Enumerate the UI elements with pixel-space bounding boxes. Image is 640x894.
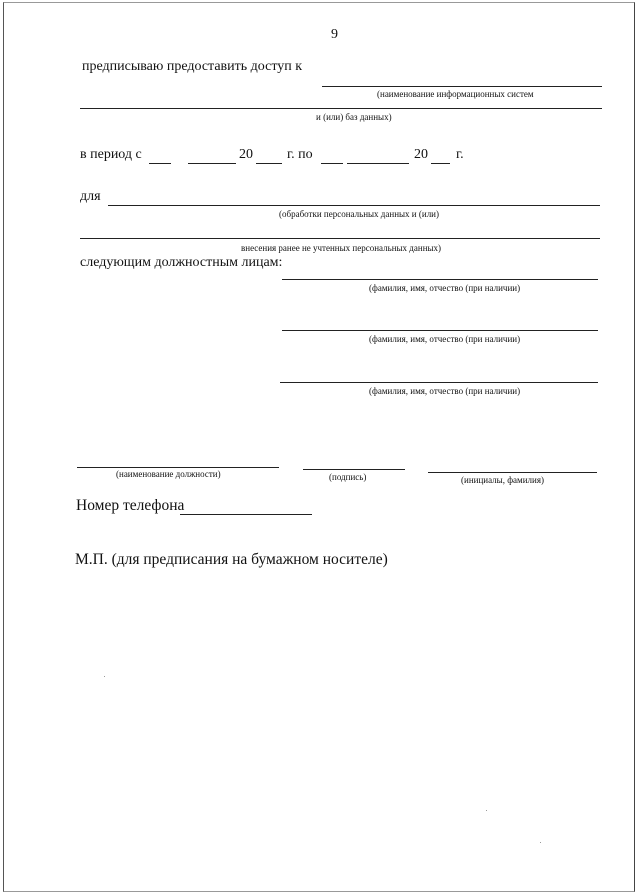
- official-1-caption: (фамилия, имя, отчество (при наличии): [369, 283, 521, 293]
- database-name-line: [80, 108, 602, 109]
- access-label: предписываю предоставить доступ к: [82, 59, 303, 74]
- database-name-caption: и (или) баз данных): [316, 112, 392, 122]
- period-to-label: г. по: [287, 147, 313, 162]
- signature-caption: (подпись): [329, 472, 367, 482]
- period-from-label: в период с: [80, 147, 142, 162]
- position-caption: (наименование должности): [116, 469, 221, 479]
- period-from-month-line: [188, 163, 236, 164]
- purpose-continuation-line: [80, 238, 600, 239]
- officials-label: следующим должностным лицам:: [80, 255, 283, 270]
- page-number: 9: [331, 27, 338, 42]
- period-from-day-line: [149, 163, 171, 164]
- signature-line: [303, 469, 405, 470]
- period-to-year-line: [431, 163, 450, 164]
- scan-speck: [104, 676, 105, 677]
- position-line: [77, 467, 279, 468]
- official-3-caption: (фамилия, имя, отчество (при наличии): [369, 386, 521, 396]
- initials-line: [428, 472, 597, 473]
- phone-label: Номер телефона: [76, 497, 185, 514]
- period-end-label: г.: [456, 147, 464, 162]
- period-to-year-prefix: 20: [414, 147, 428, 162]
- initials-caption: (инициалы, фамилия): [461, 475, 544, 485]
- purpose-label: для: [80, 189, 101, 204]
- page-border: [3, 2, 635, 892]
- period-to-month-line: [347, 163, 409, 164]
- scan-speck: [486, 810, 487, 811]
- system-name-line: [322, 86, 602, 87]
- official-3-line: [280, 382, 598, 383]
- phone-line: [180, 514, 312, 515]
- stamp-label: М.П. (для предписания на бумажном носителе): [75, 551, 388, 568]
- system-name-caption: (наименование информационных систем: [377, 89, 534, 99]
- period-to-day-line: [321, 163, 343, 164]
- official-1-line: [282, 279, 598, 280]
- purpose-caption: (обработки персональных данных и (или): [279, 209, 439, 219]
- official-2-line: [282, 330, 598, 331]
- purpose-line: [108, 205, 600, 206]
- purpose-continuation-caption: внесения ранее не учтенных персональных данных): [241, 243, 442, 253]
- official-2-caption: (фамилия, имя, отчество (при наличии): [369, 334, 521, 344]
- period-from-year-line: [256, 163, 282, 164]
- period-from-year-prefix: 20: [239, 147, 253, 162]
- scan-speck: [540, 842, 541, 843]
